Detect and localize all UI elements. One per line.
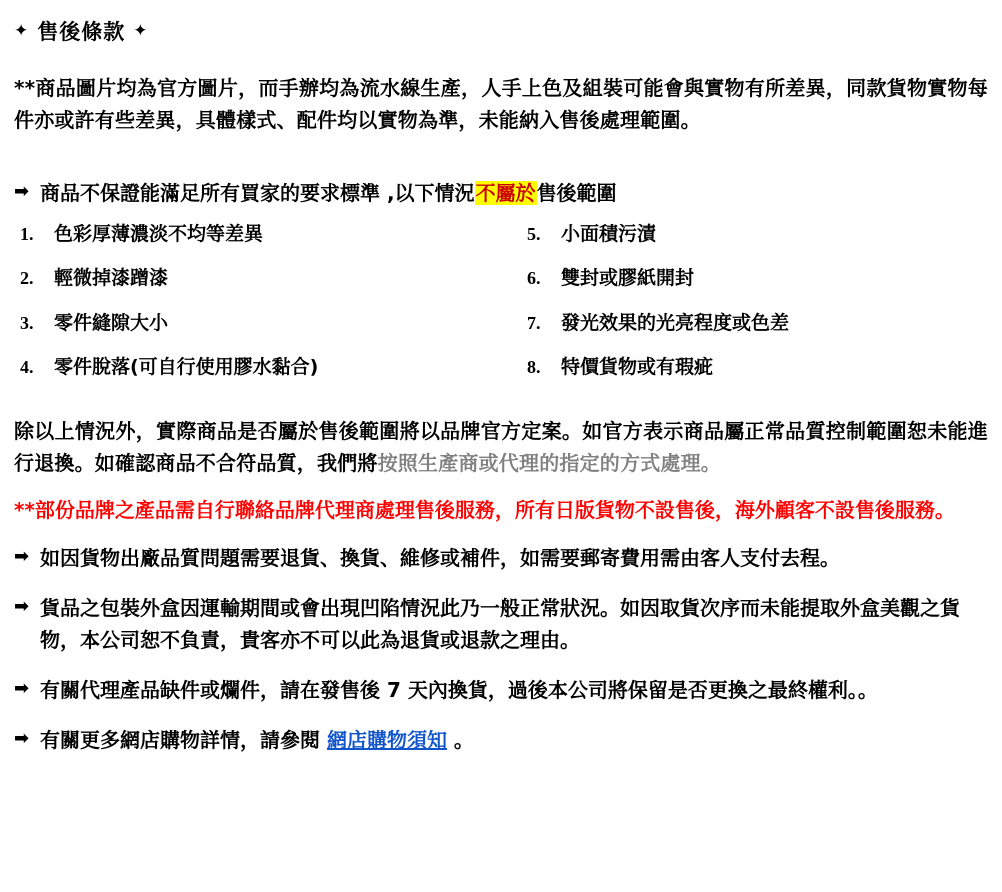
arrow-icon: ➡ <box>14 595 30 617</box>
page-title <box>14 16 988 46</box>
star-right-icon: ✦ <box>133 20 149 41</box>
arrow-icon: ➡ <box>14 677 30 699</box>
arrow-icon: ➡ <box>14 180 30 202</box>
scope-highlight: 不屬於 <box>475 180 536 205</box>
list-item-label: 零件脫落(可自行使用膠水黏合) <box>54 356 319 379</box>
arrow-item-text: 有關代理產品缺件或爛件，請在發售後 7 天內換貨，過後本公司將保留是否更換之最終權利。。 <box>40 677 878 702</box>
arrow-item-text <box>40 724 988 756</box>
policy-paragraph <box>14 415 988 480</box>
list-item-number: 2. <box>20 268 34 289</box>
page-title-text: 售後條款 <box>37 20 126 44</box>
list-item <box>20 310 501 338</box>
list-item <box>20 221 501 249</box>
scope-line-text <box>40 177 988 209</box>
star-left-icon: ✦ <box>14 20 30 41</box>
exclusion-list-right-column <box>501 221 988 399</box>
list-item <box>20 354 501 382</box>
policy-text-gray: 按照生產商或代理的指定的方式處理。 <box>377 451 722 476</box>
list-item-number: 5. <box>527 223 541 244</box>
arrow-icon: ➡ <box>14 545 30 567</box>
arrow-item-text: 貨品之包裝外盒因運輸期間或會出現凹陷情況此乃一般正常狀況。如因取貨次序而未能提取外盒美觀之貨物，本公司恕不負責，貴客亦不可以此為退貨或退款之理由。 <box>40 595 960 652</box>
list-item-number: 6. <box>527 268 541 289</box>
list-item <box>20 265 501 293</box>
more-info-text-before: 有關更多網店購物詳情，請參閱 <box>40 727 327 752</box>
arrow-item-more-info <box>14 724 988 756</box>
list-item-number: 8. <box>527 357 541 378</box>
list-item-number: 3. <box>20 312 34 333</box>
scope-line <box>14 177 988 209</box>
list-item-label: 小面積污漬 <box>561 222 657 245</box>
list-item <box>527 265 988 293</box>
more-info-text-after: 。 <box>446 727 474 752</box>
arrow-item-text: 如因貨物出廠品質問題需要退貨、換貨、維修或補件，如需要郵寄費用需由客人支付去程。 <box>40 545 840 570</box>
list-item <box>527 310 988 338</box>
policy-text-main: 除以上情況外，實際商品是否屬於售後範圍將以品牌官方定案。如官方表示商品屬正常品質控制範圍恕未能進行退換。如確認商品不合符品質，我們將 <box>14 418 988 476</box>
exclusion-list <box>14 221 988 399</box>
spacer <box>14 584 988 592</box>
list-item-label: 輕微掉漆蹭漆 <box>54 267 169 290</box>
arrow-icon: ➡ <box>14 727 30 749</box>
spacer <box>14 666 988 674</box>
arrow-item-packaging <box>14 592 988 656</box>
scope-text-after: 售後範圍 <box>536 180 617 205</box>
arrow-item-defect <box>14 674 988 706</box>
list-item-label: 特價貨物或有瑕疵 <box>561 356 714 379</box>
intro-paragraph: **商品圖片均為官方圖片，而手辦均為流水線生產，人手上色及組裝可能會與實物有所差異，同款貨物實物每件亦或許有些差異，具體樣式、配件均以實物為準，未能納入售後處理範圍。 <box>14 76 988 133</box>
list-item-number: 4. <box>20 357 34 378</box>
list-item-number: 7. <box>527 312 541 333</box>
spacer <box>14 151 988 177</box>
shopping-guide-link[interactable]: 網店購物須知 <box>326 727 447 752</box>
list-item <box>527 354 988 382</box>
spacer <box>14 399 988 415</box>
list-item-label: 零件縫隙大小 <box>54 311 169 334</box>
list-item <box>527 221 988 249</box>
spacer <box>14 716 988 724</box>
list-item-label: 發光效果的光亮程度或色差 <box>561 311 790 334</box>
red-notice: **部份品牌之產品需自行聯絡品牌代理商處理售後服務，所有日版貨物不設售後，海外顧客不設售後服務。 <box>14 497 955 522</box>
scope-text-before: 商品不保證能滿足所有買家的要求標準 ,以下情況 <box>40 180 475 205</box>
exclusion-list-left-column <box>14 221 501 399</box>
list-item-number: 1. <box>20 223 34 244</box>
list-item-label: 色彩厚薄濃淡不均等差異 <box>54 222 264 245</box>
arrow-item-shipping <box>14 542 988 574</box>
list-item-label: 雙封或膠紙開封 <box>561 267 695 290</box>
